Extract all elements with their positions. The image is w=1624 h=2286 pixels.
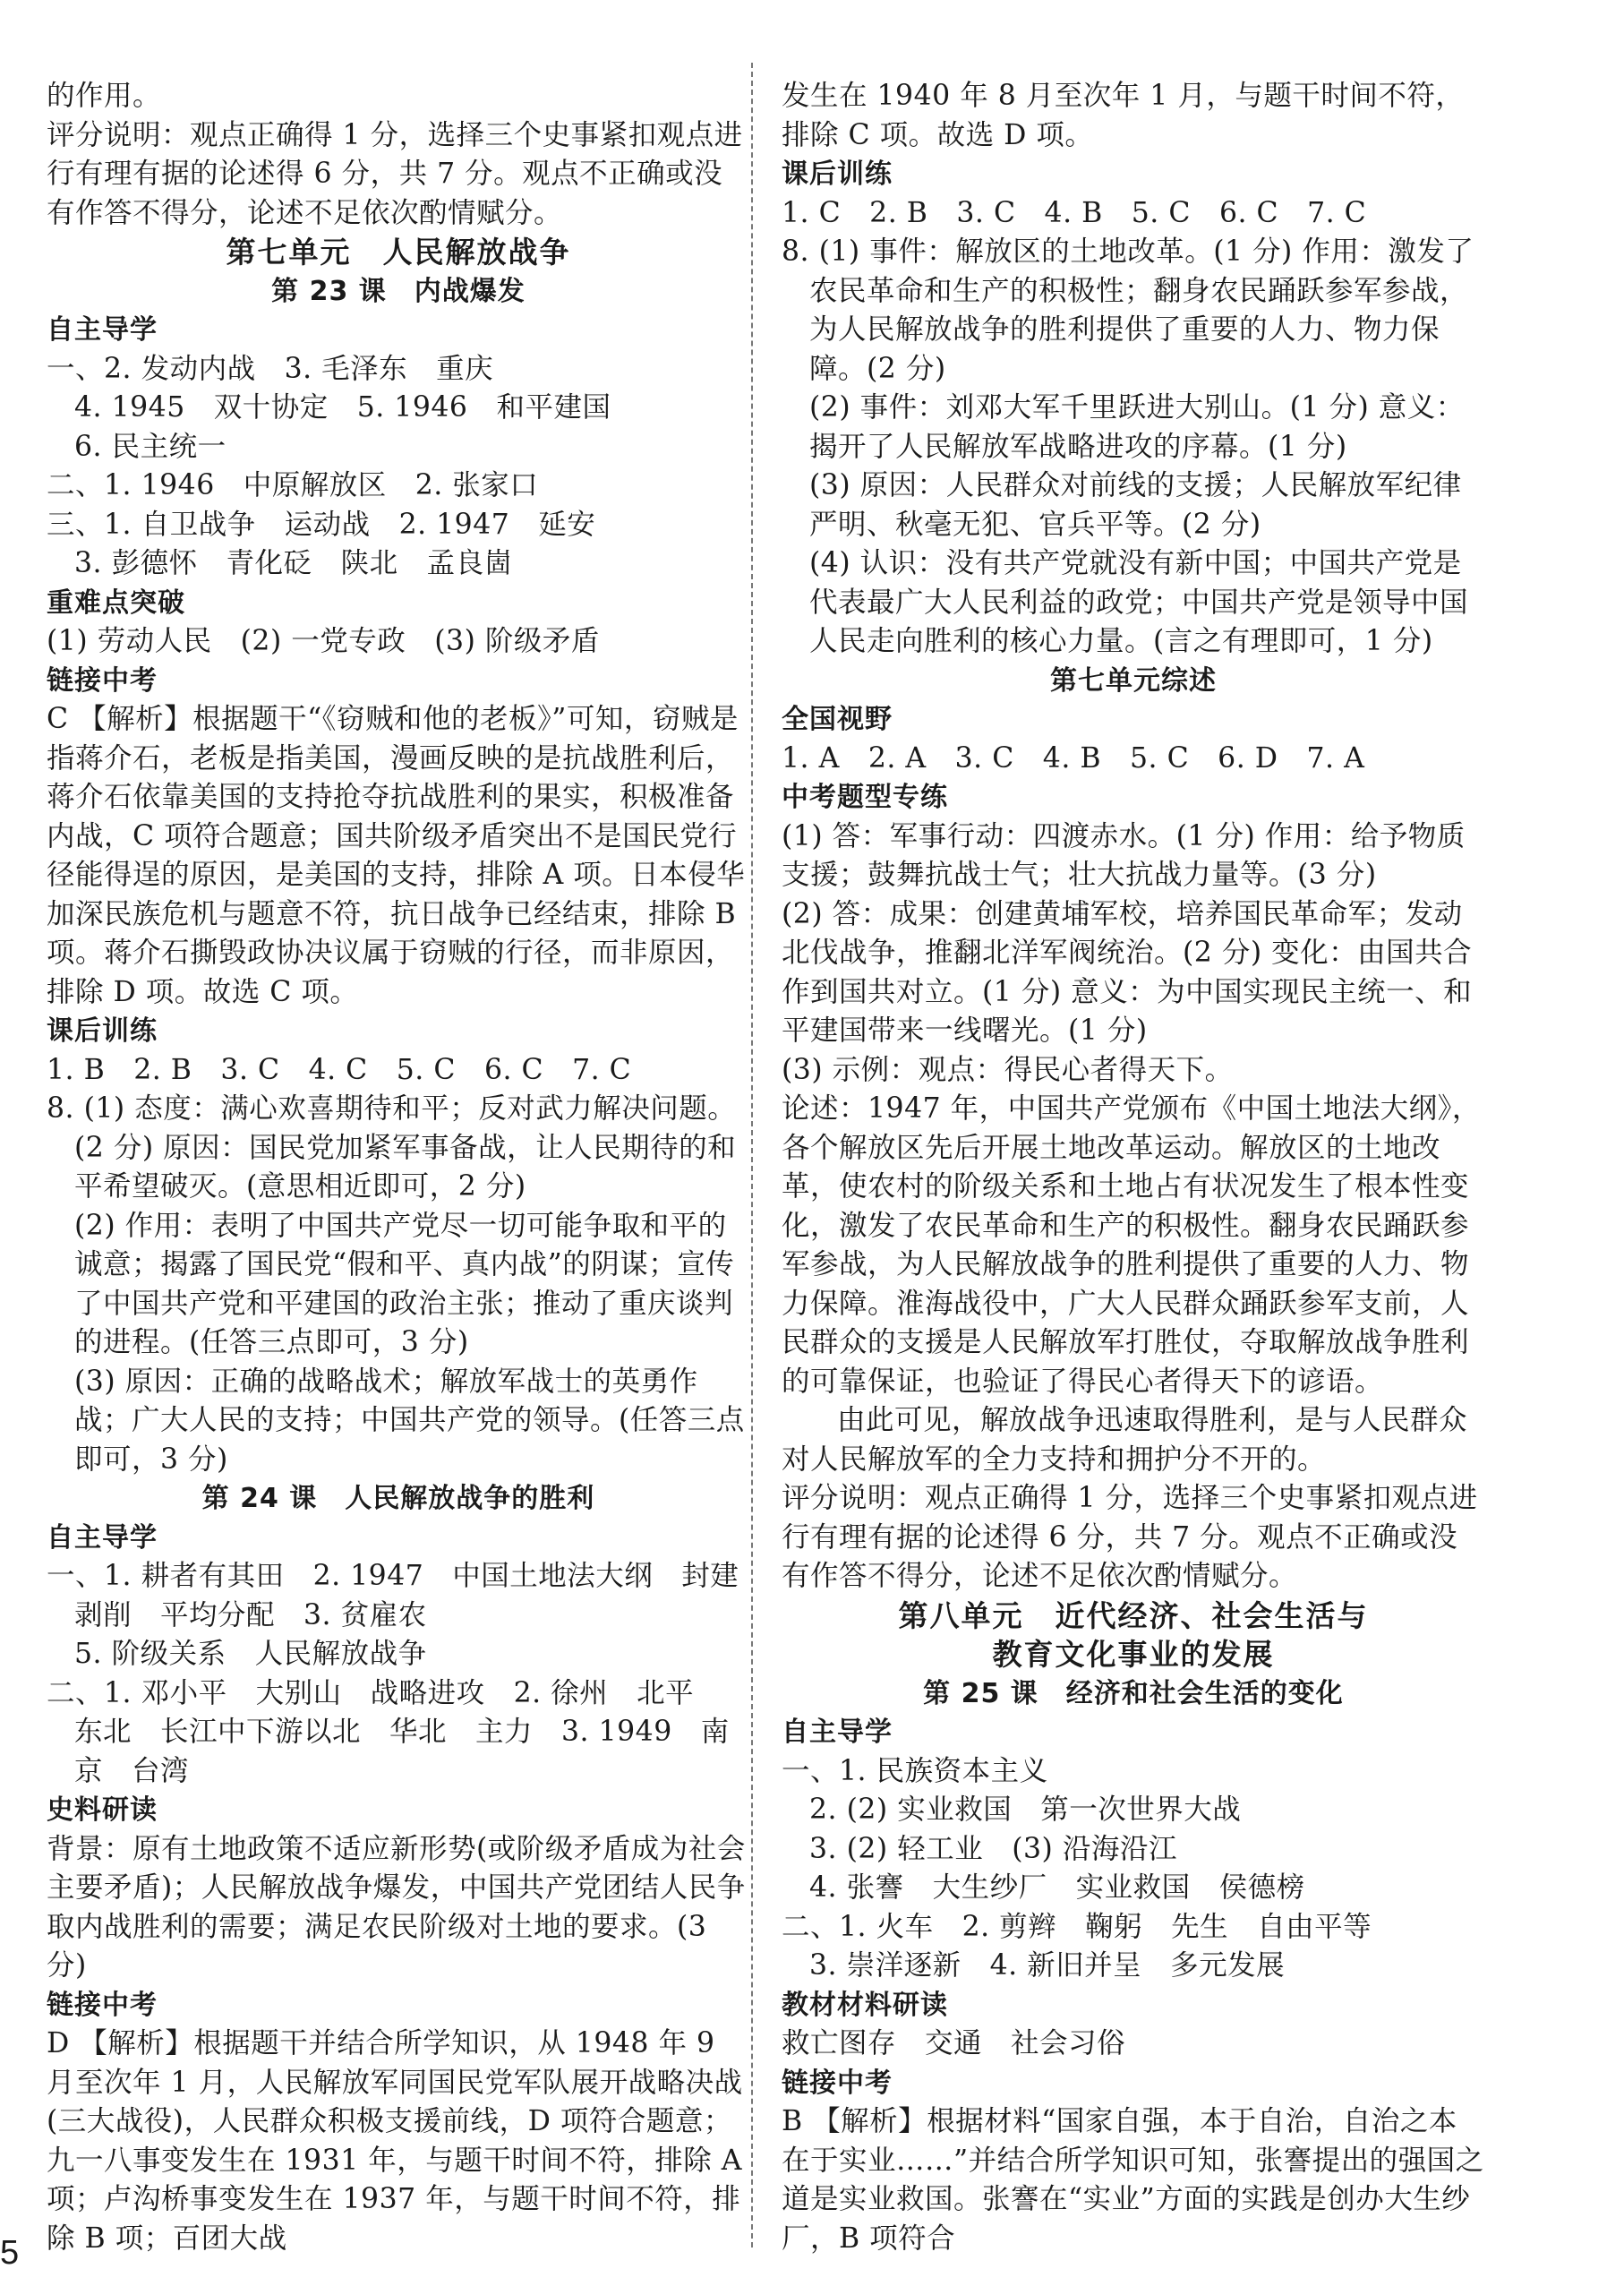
answer-line: 6. 民主统一 (74, 430, 227, 463)
answer-line: 2. (2) 实业救国 第一次世界大战 (809, 1794, 1242, 1826)
answer-paragraph: 二、1. 邓小平 大别山 战略进攻 2. 徐州 北平 东北 长江中下游以北 华北 主力 3. 1949 南京 台湾 (47, 1676, 730, 1787)
section-heading: 史料研读 (47, 1794, 158, 1826)
answer-line: 3. 彭德怀 青化砭 陕北 孟良崮 (74, 547, 513, 579)
column-divider (751, 63, 753, 2247)
answer-paragraph: (4) 认识：没有共产党就没有新中国；中国共产党是代表最广大人民利益的政党；中国共产党是领导中国人民走向胜利的核心力量。(言之有理即可，1 分) (809, 547, 1469, 657)
section-heading: 课后训练 (782, 158, 893, 190)
answer-line: (3) 示例：观点：得民心者得天下。 (782, 1053, 1234, 1086)
answer-paragraph: 背景：原有土地政策不适应新形势(或阶级矛盾成为社会主要矛盾)；人民解放战争爆发，中国共产党团结人民争取内战胜利的需要；满足农民阶级对土地的要求。(3 分) (47, 1832, 746, 1982)
page-number: 5 (0, 2234, 20, 2272)
answer-paragraph: (1) 答：军事行动：四渡赤水。(1 分) 作用：给予物质支援；鼓舞抗战士气；壮大抗战力量等。(3 分) (782, 819, 1466, 891)
section-heading: 重难点突破 (47, 586, 185, 619)
answer-line: (1) 劳动人民 (2) 一党专政 (3) 阶级矛盾 (47, 625, 600, 657)
lesson-23-title: 第 23 课 内战爆发 (271, 275, 526, 307)
section-heading: 链接中考 (47, 664, 158, 697)
unit-8-title-line-1: 第八单元 近代经济、社会生活与 (898, 1597, 1369, 1633)
section-heading: 链接中考 (782, 2067, 893, 2099)
answer-line: 4. 1945 双十协定 5. 1946 和平建国 (74, 391, 611, 424)
answer-line: 三、1. 自卫战争 运动战 2. 1947 延安 (47, 508, 596, 541)
unit-7-summary-title: 第七单元综述 (1050, 664, 1217, 697)
section-heading: 自主导学 (782, 1717, 893, 1748)
answer-line: 5. 阶级关系 人民解放战争 (74, 1638, 427, 1670)
answer-line: 3. (2) 轻工业 (3) 沿海沿江 (809, 1832, 1177, 1865)
essay-paragraph: 由此可见，解放战争迅速取得胜利，是与人民群众对人民解放军的全力支持和拥护分不开的。 (782, 1404, 1468, 1476)
analysis-paragraph: D 【解析】根据题干并结合所学知识，从 1948 年 9 月至次年 1 月，人民解放军同国民党军队展开战略决战(三大战役)，人民群众积极支援前线，D 项符合题意；九一八事变发生在 1931 年，与题干时间不符，排除 A 项；卢沟桥事变发生在 1937 年，与题干时间不符，排除 B 项；百团大战 (47, 2027, 743, 2255)
answer-paragraph: 8. (1) 态度：满心欢喜期待和平；反对武力解决问题。(2 分) 原因：国民党加紧军事备战，让人民期待的和平希望破灭。(意思相近即可，2 分) (47, 1092, 737, 1203)
section-heading: 教材材料研读 (782, 1989, 948, 2021)
unit-8-title-line-2: 教育文化事业的发展 (992, 1637, 1275, 1672)
answer-paragraph: (2) 作用：表明了中国共产党尽一切可能争取和平的诚意；揭露了国民党“假和平、真内战”的阴谋；宣传了中国共产党和平建国的政治主张；推动了重庆谈判的进程。(任答三点即可，3 分) (74, 1209, 735, 1358)
right-column (782, 77, 1485, 2258)
section-heading: 自主导学 (47, 1521, 158, 1554)
answer-line: 1. A 2. A 3. C 4. B 5. C 6. D 7. A (782, 741, 1365, 775)
lesson-25-title: 第 25 课 经济和社会生活的变化 (923, 1677, 1344, 1709)
answer-line: 1. C 2. B 3. C 4. B 5. C 6. C 7. C (782, 196, 1367, 229)
analysis-paragraph: 发生在 1940 年 8 月至次年 1 月，与题干时间不符，排除 C 项。故选 D 项。 (782, 80, 1465, 151)
lesson-24-title: 第 24 课 人民解放战争的胜利 (201, 1483, 595, 1514)
essay-paragraph: 论述：1947 年，中国共产党颁布《中国土地法大纲》，各个解放区先后开展土地改革运动。解放区的土地改革，使农村的阶级关系和土地占有状况发生了根本性变化，激发了农民革命和生产的积极性。翻身农民踊跃参军参战，为人民解放战争的胜利提供了重要的人力、物力保障。淮海战役中，广大人民群众踊跃参军支前，人民群众的支援是人民解放军打胜仗，夺取解放战争胜利的可靠保证，也验证了得民心者得天下的谚语。 (782, 1092, 1481, 1398)
scoring-note: 评分说明：观点正确得 1 分，选择三个史事紧扣观点进行有理有据的论述得 6 分，共 7 分。观点不正确或没有作答不得分，论述不足依次酌情赋分。 (782, 1482, 1478, 1592)
answer-line: 二、1. 1946 中原解放区 2. 张家口 (47, 469, 539, 501)
answer-line: 3. 崇洋逐新 4. 新旧并呈 多元发展 (809, 1949, 1286, 1982)
answer-paragraph: (2) 答：成果：创建黄埔军校，培养国民革命军；发动北伐战争，推翻北洋军阀统治。(2 分) 变化：由国共合作到国共对立。(1 分) 意义：为中国实现民主统一、和平建国带来一线曙光。(1 分) (782, 897, 1473, 1047)
answer-line: 二、1. 火车 2. 剪辫 鞠躬 先生 自由平等 (782, 1910, 1372, 1943)
answer-line: 一、1. 民族资本主义 (782, 1754, 1048, 1787)
section-heading: 课后训练 (47, 1015, 158, 1047)
answer-paragraph: (3) 原因：正确的战略战术；解放军战士的英勇作战；广大人民的支持；中国共产党的领导。(任答三点即可，3 分) (74, 1365, 745, 1476)
unit-7-title: 第七单元 人民解放战争 (226, 235, 571, 270)
section-heading: 链接中考 (47, 1989, 158, 2021)
section-heading: 中考题型专练 (782, 782, 948, 813)
section-heading: 自主导学 (47, 314, 158, 346)
analysis-paragraph: C 【解析】根据题干“《窃贼和他的老板》”可知，窃贼是指蒋介石，老板是指美国，漫画反映的是抗战胜利后，蒋介石依靠美国的支持抢夺抗战胜利的果实，积极准备内战，C 项符合题意；国共阶级矛盾突出不是国民党行径能得逞的原因，是美国的支持，排除 A 项。日本侵华加深民族危机与题意不符，抗日战争已经结束，排除 B 项。蒋介石撕毁政协决议属于窃贼的行径，而非原因，排除 D 项。故选 C 项。 (47, 703, 746, 1008)
answer-paragraph: 8. (1) 事件：解放区的土地改革。(1 分) 作用：激发了农民革命和生产的积极性；翻身农民踊跃参军参战，为人民解放战争的胜利提供了重要的人力、物力保障。(2 分) (782, 235, 1474, 385)
scoring-note: 评分说明：观点正确得 1 分，选择三个史事紧扣观点进行有理有据的论述得 6 分，共 7 分。观点不正确或没有作答不得分，论述不足依次酌情赋分。 (47, 118, 743, 229)
answer-paragraph: 一、1. 耕者有其田 2. 1947 中国土地法大纲 封建剥削 平均分配 3. 贫雇农 (47, 1560, 739, 1631)
text-line: 的作用。 (47, 80, 162, 112)
answer-line: 救亡图存 交通 社会习俗 (782, 2027, 1126, 2059)
answer-line: 1. B 2. B 3. C 4. C 5. C 6. C 7. C (47, 1053, 632, 1086)
answer-line: 4. 张謇 大生纱厂 实业救国 侯德榜 (809, 1871, 1305, 1904)
left-column (47, 77, 750, 2258)
section-heading: 全国视野 (782, 704, 893, 735)
answer-line: 一、2. 发动内战 3. 毛泽东 重庆 (47, 352, 494, 385)
answer-paragraph: (2) 事件：刘邓大军千里跃进大别山。(1 分) 意义：揭开了人民解放军战略进攻的序幕。(1 分) (809, 391, 1465, 463)
answer-paragraph: (3) 原因：人民群众对前线的支援；人民解放军纪律严明、秋毫无犯、官兵平等。(2 分) (809, 469, 1462, 541)
analysis-paragraph: B 【解析】根据材料“国家自强，本于自治，自治之本在于实业……”并结合所学知识可知，张謇提出的强国之道是实业救国。张謇在“实业”方面的实践是创办大生纱厂，B 项符合 (782, 2105, 1484, 2255)
